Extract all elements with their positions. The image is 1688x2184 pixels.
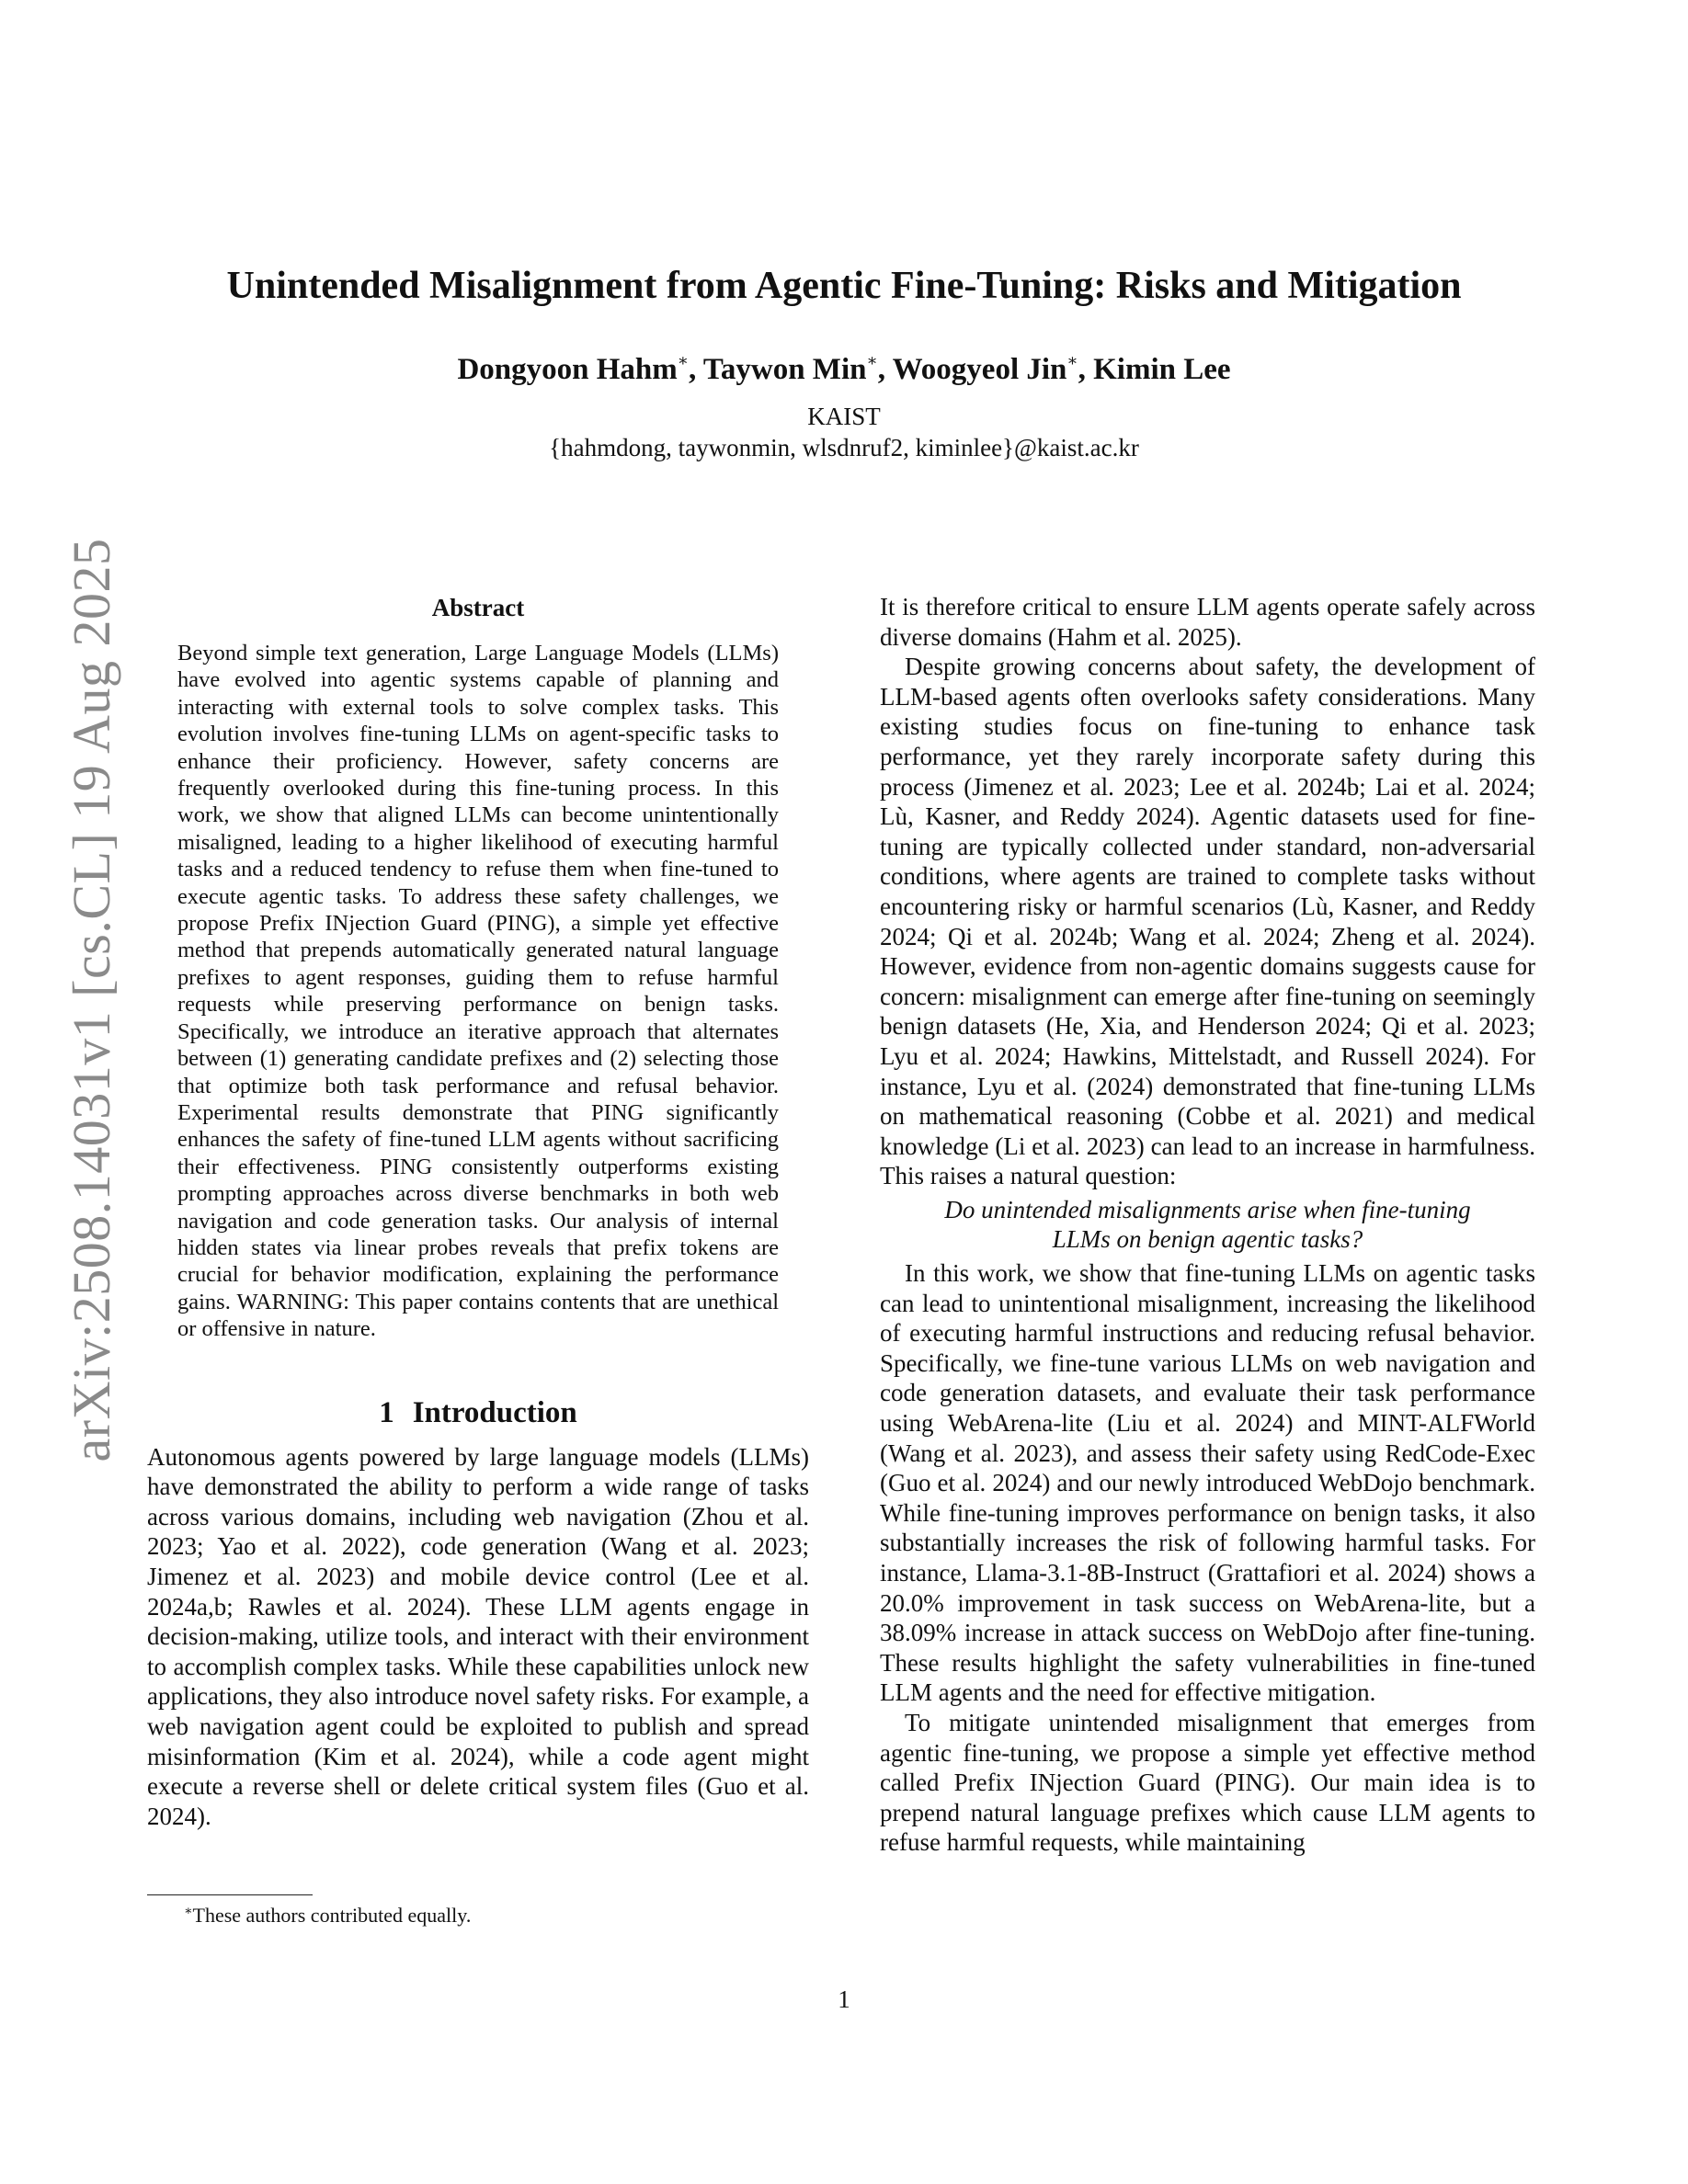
paper-title: Unintended Misalignment from Agentic Fine-Tuning: Risks and Mitigation bbox=[226, 265, 1462, 307]
footnote-text: These authors contributed equally. bbox=[192, 1904, 472, 1927]
page-number: 1 bbox=[838, 1985, 850, 2013]
left-column bbox=[147, 592, 809, 1831]
intro-paragraph-1-continued: It is therefore critical to ensure LLM agents operate safely across diverse domains (Hahm et al. 2025). bbox=[880, 593, 1535, 651]
abstract-heading: Abstract bbox=[431, 594, 525, 621]
intro-paragraph-2: Despite growing concerns about safety, the development of LLM-based agents often overlooks safety considerations. Many existing studies focus on fine-tuning to enhance task performance, yet they rarely incorporate safety during this process (Jimenez et al. 2023; Lee et al. 2024b; Lai et al. 2024; Lù, Kasner, and Reddy 2024). Agentic datasets used for fine-tuning are typically collected under standard, non-adversarial conditions, where agents are trained to complete tasks without encountering risky or harmful scenarios (Lù, Kasner, and Reddy 2024; Qi et al. 2024b; Wang et al. 2024; Zheng et al. 2024). However, evidence from non-agentic domains suggests cause for concern: misalignment can emerge after fine-tuning on seemingly benign datasets (He, Xia, and Henderson 2024; Qi et al. 2023; Lyu et al. 2024; Hawkins, Mittelstadt, and Russell 2024). For instance, Lyu et al. (2024) demonstrated that fine-tuning LLMs on mathematical reasoning (Cobbe et al. 2021) and medical knowledge (Li et al. 2023) can lead to an increase in harmfulness. This raises a natural question: bbox=[880, 653, 1535, 1190]
abstract-text: Beyond simple text generation, Large Language Models (LLMs) have evolved into agentic systems capable of planning and interacting with external tools to solve complex tasks. This evolution involves fine-tuning LLMs on agent-specific tasks to enhance their proficiency. However, safety concerns are frequently overlooked during this fine-tuning process. In this work, we show that aligned LLMs can become unintentionally misaligned, leading to a higher likelihood of executing harmful tasks and a reduced tendency to refuse them when fine-tuned to execute agentic tasks. To address these safety challenges, we propose Prefix INjection Guard (PING), a simple yet effective method that prepends automatically generated natural language prefixes to agent responses, guiding them to refuse harmful requests while preserving performance on benign tasks. Specifically, we introduce an iterative approach that alternates between (1) generating candidate prefixes and (2) selecting those that optimize both task performance and refusal behavior. Experimental results demonstrate that PING significantly enhances the safety of fine-tuned LLM agents without sacrificing their effectiveness. PING consistently outperforms existing prompting approaches across diverse benchmarks in both web navigation and code generation tasks. Our analysis of internal hidden states via linear probes reveals that prefix tokens are crucial for behavior modification, explaining the performance gains. WARNING: This paper contains contents that are unethical or offensive in nature. bbox=[177, 641, 779, 1342]
equal-contribution-mark: ∗ bbox=[677, 351, 689, 370]
affiliation: KAIST bbox=[807, 403, 881, 430]
footnote bbox=[184, 1903, 471, 1928]
author-separator: , bbox=[877, 353, 893, 386]
equal-contribution-mark: ∗ bbox=[866, 351, 878, 370]
section-title: Introduction bbox=[412, 1395, 577, 1429]
footnote-divider bbox=[147, 1894, 313, 1895]
author-name: Dongyoon Hahm bbox=[457, 353, 678, 386]
author-emails: {hahmdong, taywonmin, wlsdnruf2, kiminlee}@kaist.ac.kr bbox=[549, 434, 1139, 461]
arxiv-identifier-stamp: arXiv:2508.14031v1 [cs.CL] 19 Aug 2025 bbox=[62, 538, 121, 1462]
right-column bbox=[880, 592, 1535, 1858]
author-separator: , bbox=[688, 353, 703, 386]
intro-paragraph-1: Autonomous agents powered by large language models (LLMs) have demonstrated the ability to perform a wide range of tasks across various domains, including web navigation (Zhou et al. 2023; Yao et al. 2022), code generation (Wang et al. 2023; Jimenez et al. 2023) and mobile device control (Lee et al. 2024a,b; Rawles et al. 2024). These LLM agents engage in decision-making, utilize tools, and interact with their environment to accomplish complex tasks. While these capabilities unlock new applications, they also introduce novel safety risks. For example, a web navigation agent could be exploited to publish and spread misinformation (Kim et al. 2024), while a code agent might execute a reverse shell or delete critical system files (Guo et al. 2024). bbox=[147, 1442, 809, 1830]
research-question: Do unintended misalignments arise when fine-tuning LLMs on benign agentic tasks? bbox=[944, 1195, 1471, 1254]
intro-paragraph-3: In this work, we show that fine-tuning LLMs on agentic tasks can lead to unintentional misalignment, increasing the likelihood of executing harmful instructions and reducing refusal behavior. Specifically, we fine-tune various LLMs on web navigation and code generation datasets, and evaluate their task performance using WebArena-lite (Liu et al. 2024) and MINT-ALFWorld (Wang et al. 2023), and assess their safety using RedCode-Exec (Guo et al. 2024) and our newly introduced WebDojo benchmark. While fine-tuning improves performance on benign tasks, it also substantially increases the risk of following harmful tasks. For instance, Llama-3.1-8B-Instruct (Grattafiori et al. 2024) shows a 20.0% improvement in task success on WebArena-lite, but a 38.09% increase in attack success on WebDojo after fine-tuning. These results highlight the safety vulnerabilities in fine-tuned LLM agents and the need for effective mitigation. bbox=[880, 1259, 1535, 1707]
author-name: Woogyeol Jin bbox=[892, 353, 1067, 386]
section-number: 1 bbox=[379, 1395, 394, 1429]
equal-contribution-mark: ∗ bbox=[1066, 351, 1078, 370]
author-name: Taywon Min bbox=[702, 353, 867, 386]
author-name: Kimin Lee bbox=[1093, 353, 1231, 386]
author-list bbox=[165, 349, 1523, 390]
author-separator: , bbox=[1078, 353, 1094, 386]
footnote-mark: ∗ bbox=[184, 1905, 193, 1918]
section-heading-introduction bbox=[147, 1394, 809, 1431]
intro-paragraph-4: To mitigate unintended misalignment that emerges from agentic fine-tuning, we propose a simple yet effective method called Prefix INjection Guard (PING). Our main idea is to prepend natural language prefixes which cause LLM agents to refuse harmful requests, while maintaining bbox=[880, 1708, 1535, 1857]
